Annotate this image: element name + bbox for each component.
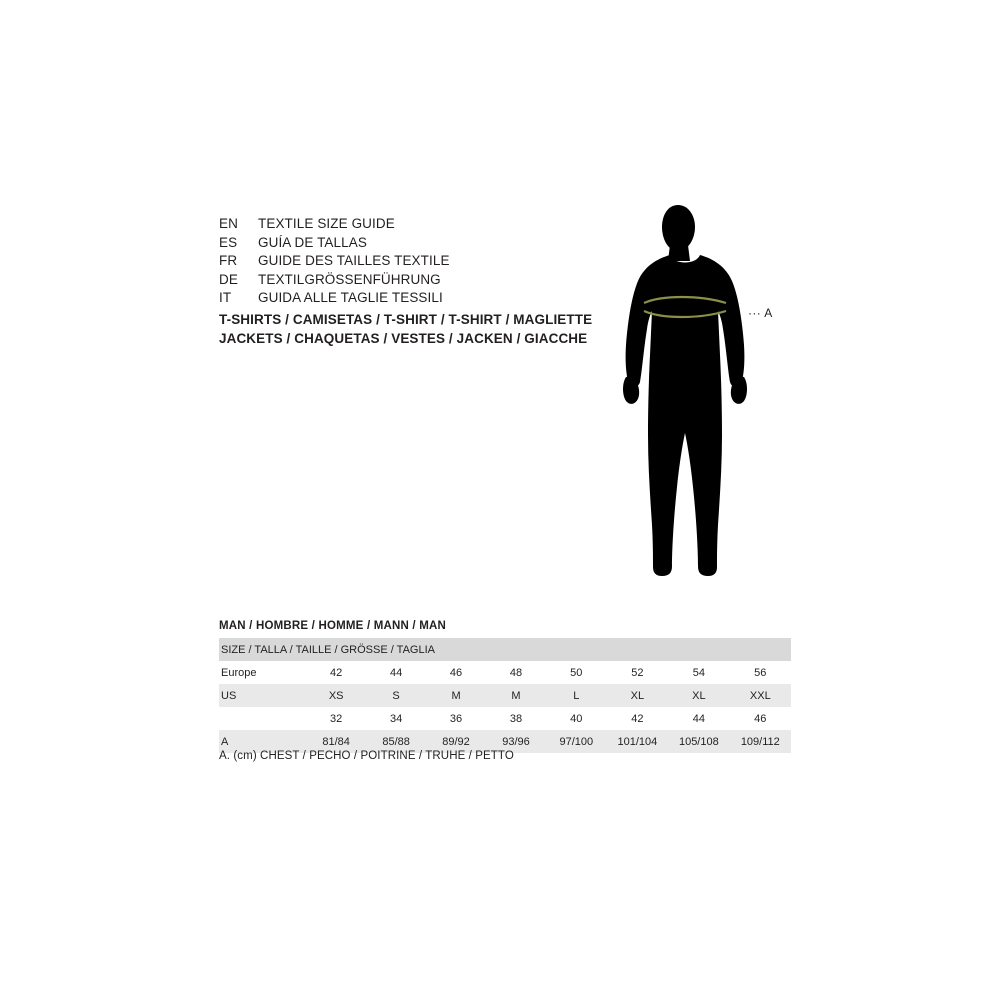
cell: XL [668,684,729,707]
row-label: US [219,684,306,707]
cell: 44 [668,707,729,730]
row-label [219,707,306,730]
silhouette-body [623,205,747,576]
table-row [219,684,791,707]
size-table [219,638,791,753]
cell: 85/88 [366,730,426,753]
table-group-title: MAN / HOMBRE / HOMME / MANN / MAN [219,620,447,632]
cell: 101/104 [607,730,668,753]
language-code: EN [219,216,238,231]
language-row [219,215,639,234]
cell: 54 [668,661,729,684]
garment-categories-line-2: JACKETS / CHAQUETAS / VESTES / JACKEN / GIACCHE [219,331,588,346]
language-code: DE [219,271,238,287]
male-silhouette-illustration [600,195,820,605]
language-row [219,289,639,308]
cell: S [366,684,426,707]
cell: 50 [546,661,607,684]
table-header-row [219,638,791,661]
language-title: TEXTILGRÖSSENFÜHRUNG [258,271,441,287]
measure-letter: A [764,306,773,320]
cell: 97/100 [546,730,607,753]
cell: 42 [306,661,366,684]
cell: 38 [486,707,546,730]
cell: 48 [486,661,546,684]
cell: 32 [306,707,366,730]
cell: 89/92 [426,730,486,753]
cell: 34 [366,707,426,730]
cell: 46 [426,661,486,684]
cell: XXL [730,684,791,707]
cell: XS [306,684,366,707]
cell: 81/84 [306,730,366,753]
chest-measure-label [748,306,773,320]
cell: 52 [607,661,668,684]
cell: 42 [607,707,668,730]
cell: M [426,684,486,707]
table-row [219,707,791,730]
cell: 40 [546,707,607,730]
garment-categories-line-1: T-SHIRTS / CAMISETAS / T-SHIRT / T-SHIRT / MAGLIETTE [219,312,593,327]
cell: 36 [426,707,486,730]
dotted-leader: ··· [748,306,762,320]
cell: 44 [366,661,426,684]
row-label: Europe [219,661,306,684]
language-list [219,215,639,308]
cell: M [486,684,546,707]
language-row [219,271,639,290]
language-title: GUIDE DES TAILLES TEXTILE [258,253,450,268]
cell: L [546,684,607,707]
language-title: GUÍA DE TALLAS [258,234,367,250]
language-code: ES [219,234,238,250]
measurement-footnote: A. (cm) CHEST / PECHO / POITRINE / TRUHE / PETTO [219,750,514,762]
table-header-label: SIZE / TALLA / TAILLE / GRÖSSE / TAGLIA [219,638,791,661]
cell: XL [607,684,668,707]
cell: 105/108 [668,730,729,753]
language-code: IT [219,290,232,305]
table-row [219,661,791,684]
cell: 46 [730,707,791,730]
size-table-section [219,620,791,753]
cell: 56 [730,661,791,684]
language-code: FR [219,253,238,268]
language-row [219,234,639,253]
language-row [219,252,639,271]
cell: 109/112 [730,730,791,753]
language-title: GUIDA ALLE TAGLIE TESSILI [258,290,443,305]
row-label: A [219,730,306,753]
language-title: TEXTILE SIZE GUIDE [258,216,395,231]
cell: 93/96 [486,730,546,753]
